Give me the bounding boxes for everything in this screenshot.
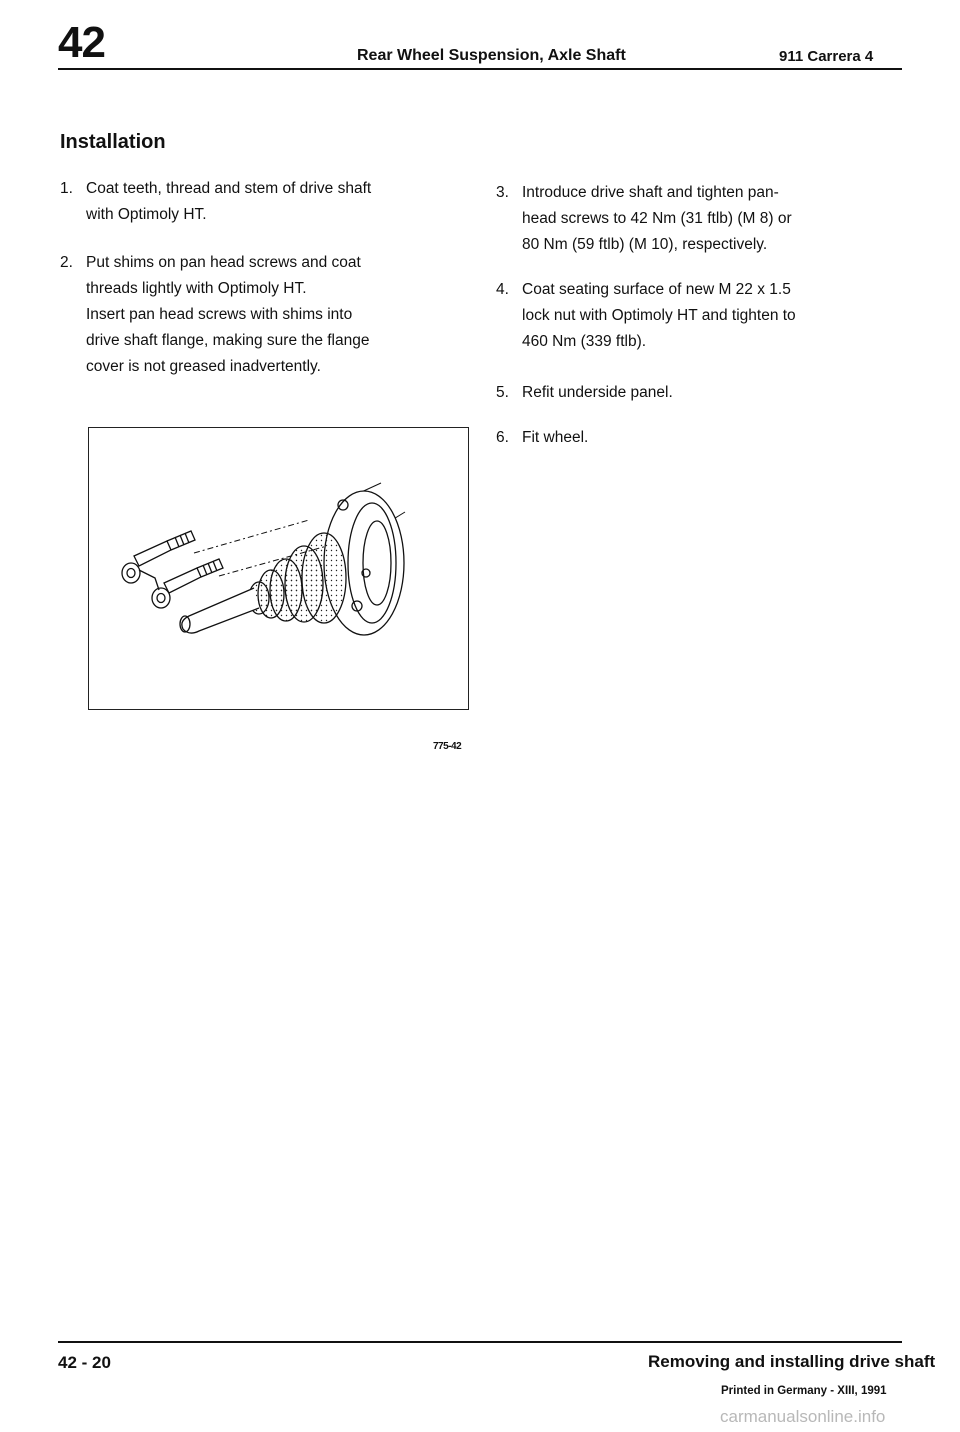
step-line: threads lightly with Optimoly HT.: [86, 280, 307, 297]
step-line: Put shims on pan head screws and coat: [86, 254, 361, 271]
step-number: 4.: [496, 281, 509, 298]
section-title: Rear Wheel Suspension, Axle Shaft: [357, 47, 626, 64]
step-3: [496, 180, 896, 258]
step-line: 460 Nm (339 ftlb).: [522, 333, 647, 350]
drive-shaft-figure: [88, 427, 469, 710]
step-4: [496, 277, 896, 355]
step-line: Fit wheel.: [522, 429, 589, 446]
figure-label: 775-42: [433, 741, 462, 752]
page-number: 42 - 20: [58, 1353, 111, 1372]
step-number: 5.: [496, 384, 509, 401]
step-line: Coat teeth, thread and stem of drive shaft: [86, 180, 372, 197]
step-line: Introduce drive shaft and tighten pan-: [522, 184, 779, 201]
footer-rule: [58, 1341, 902, 1343]
step-number: 1.: [60, 180, 73, 197]
step-line: Insert pan head screws with shims into: [86, 306, 353, 323]
step-2: [60, 250, 460, 380]
step-1: [60, 176, 460, 228]
header-rule: [58, 68, 902, 70]
step-line: 80 Nm (59 ftlb) (M 10), respectively.: [522, 236, 768, 253]
drive-shaft-illustration: [89, 428, 467, 708]
chapter-number: 42: [58, 18, 105, 67]
step-number: 6.: [496, 429, 509, 446]
step-number: 2.: [60, 254, 73, 271]
watermark: carmanualsonline.info: [720, 1407, 886, 1426]
printed-note: Printed in Germany - XIII, 1991: [721, 1385, 887, 1397]
step-line: drive shaft flange, making sure the flange: [86, 332, 370, 349]
footer-title: Removing and installing drive shaft: [648, 1352, 936, 1371]
step-5: [496, 380, 896, 406]
page-heading: Installation: [60, 131, 166, 153]
step-6: [496, 425, 896, 451]
step-number: 3.: [496, 184, 509, 201]
step-line: lock nut with Optimoly HT and tighten to: [522, 307, 796, 324]
step-line: cover is not greased inadvertently.: [86, 358, 321, 375]
step-line: Coat seating surface of new M 22 x 1.5: [522, 281, 791, 298]
step-line: head screws to 42 Nm (31 ftlb) (M 8) or: [522, 210, 792, 227]
step-line: Refit underside panel.: [522, 384, 673, 401]
model-name: 911 Carrera 4: [779, 48, 874, 65]
step-line: with Optimoly HT.: [86, 206, 207, 223]
